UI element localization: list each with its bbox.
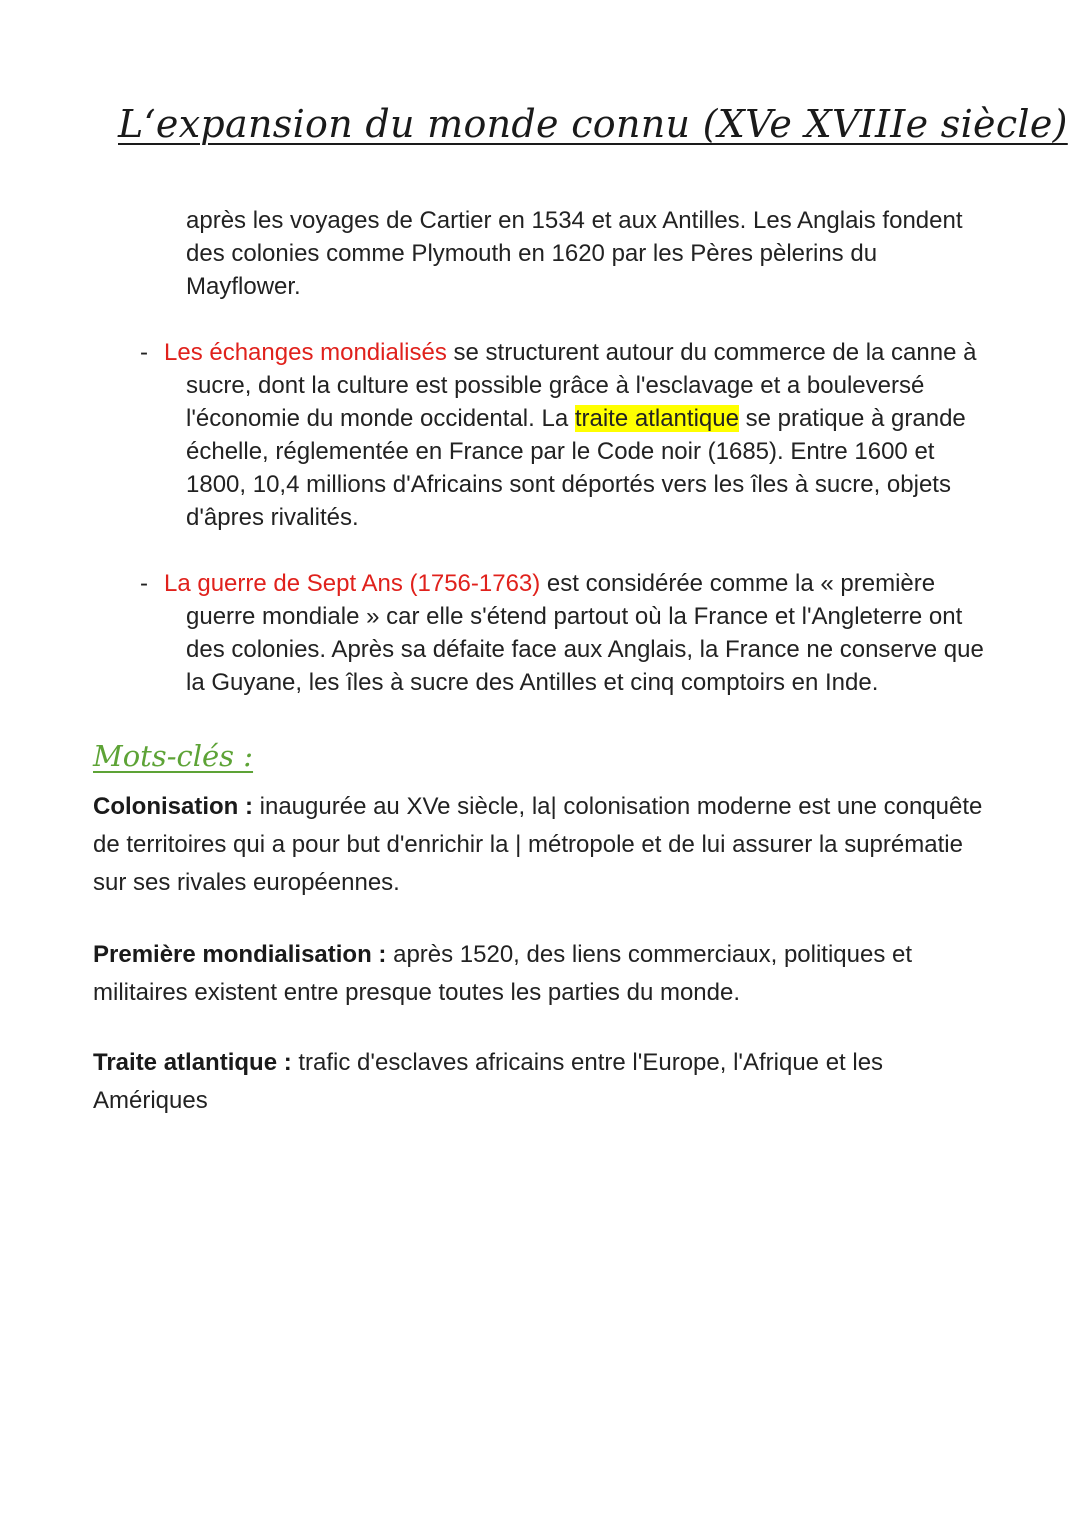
bullet-text: est considérée comme la « première guerre mondiale » car elle s'étend partout où la France et l'Angleterre ont des colonies. Après sa défaite face aux Anglais, la France ne conserve que la Guyane, les îles à sucre des Antilles et cinq comptoirs en Inde. (186, 570, 984, 696)
bullet-text: se structurent autour du commerce de la canne à sucre, dont la culture est possible grâce à l'esclavage et a bouleversé l'économie du monde occidental. La (186, 339, 977, 432)
bullet-item-echanges (140, 336, 1000, 534)
intro-line: des colonies comme Plymouth en 1620 par les Pères pèlerins du (186, 240, 878, 267)
bullet-dash: - (140, 339, 148, 366)
bullet-text: se pratique à grande échelle, réglementée en France par le Code noir (1685). Entre 1600 et 1800, 10,4 millions d'Africains sont déportés vers les îles à sucre, objets d'âpres rivalités. (186, 405, 966, 531)
page-title: L‘expansion du monde connu (XVe XVIIIe siècle) (118, 102, 1068, 146)
keyword-term: Colonisation : (93, 793, 253, 820)
keyword-text: trafic d'esclaves africains entre l'Europe, l'Afrique et les Amériques (93, 1049, 884, 1114)
intro-line: Mayflower. (186, 273, 301, 300)
intro-paragraph (186, 204, 1006, 303)
keyword-term: Traite atlantique : (93, 1049, 292, 1076)
keyword-definition-traite (93, 1044, 993, 1120)
highlighted-term: traite atlantique (574, 405, 739, 432)
keyword-text: après 1520, des liens commerciaux, politiques et militaires existent entre presque toutes les parties du monde. (93, 941, 913, 1006)
keyword-definition-mondialisation (93, 936, 993, 1012)
intro-line: après les voyages de Cartier en 1534 et aux Antilles. Les Anglais fondent (186, 207, 963, 234)
keywords-heading: Mots-clés : (93, 739, 254, 773)
bullet-dash: - (140, 570, 148, 597)
keyword-text: inaugurée au XVe siècle, la| colonisation moderne est une conquête de territoires qui a pour but d'enrichir la | métropole et de lui assurer la suprématie sur ses rivales européennes. (93, 793, 983, 896)
bullet-red-phrase: La guerre de Sept Ans (1756-1763) (164, 570, 541, 597)
keyword-definition-colonisation (93, 788, 993, 902)
bullet-item-guerre (140, 567, 1000, 699)
bullet-red-phrase: Les échanges mondialisés (164, 339, 447, 366)
keyword-term: Première mondialisation : (93, 941, 387, 968)
